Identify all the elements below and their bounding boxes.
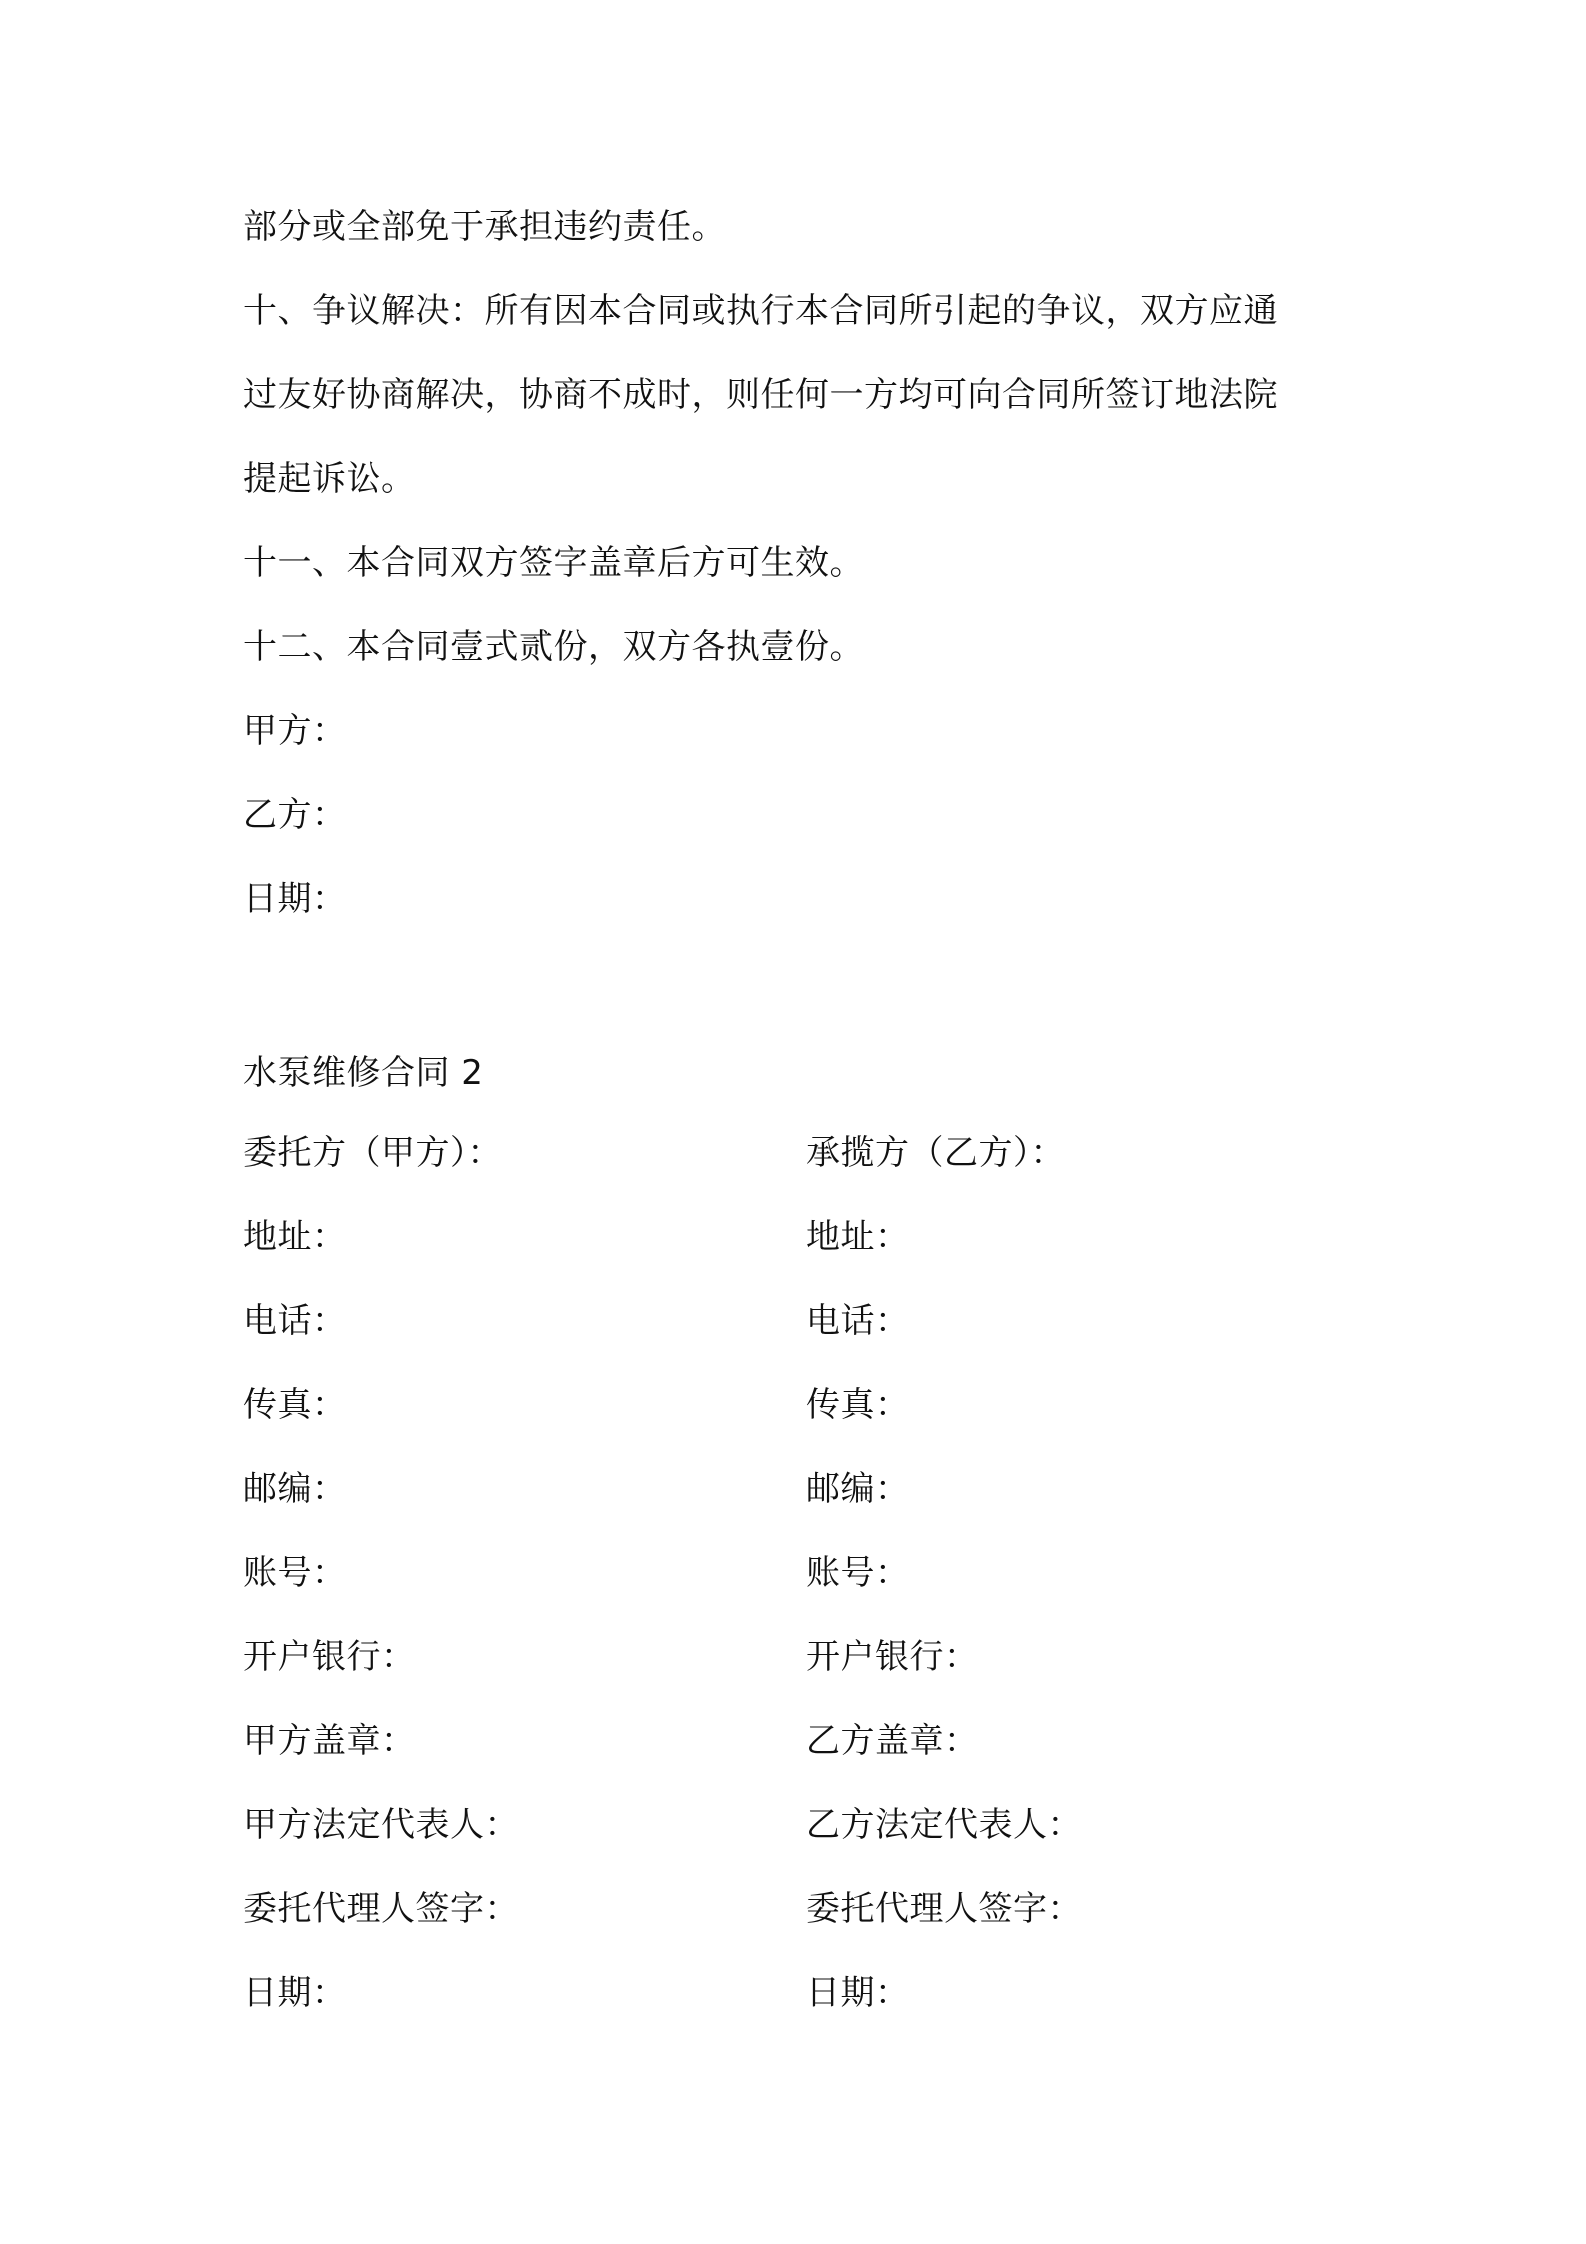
- right-field-postcode: 邮编：: [806, 1469, 910, 1509]
- right-field-bank: 开户银行：: [806, 1637, 979, 1677]
- left-field-postcode: 邮编：: [243, 1469, 347, 1509]
- right-field-seal: 乙方盖章：: [806, 1721, 979, 1761]
- clause-12: 十二、本合同壹式贰份，双方各执壹份。: [243, 627, 864, 667]
- left-field-seal: 甲方盖章：: [243, 1721, 416, 1761]
- clause-10-line-3: 提起诉讼。: [243, 459, 416, 499]
- left-field-fax: 传真：: [243, 1385, 347, 1425]
- right-field-agent-signature: 委托代理人签字：: [806, 1889, 1082, 1929]
- contract-2-title: 水泵维修合同 2: [243, 1053, 484, 1093]
- right-field-fax: 传真：: [806, 1385, 910, 1425]
- right-field-phone: 电话：: [806, 1301, 910, 1341]
- left-field-legal-rep: 甲方法定代表人：: [243, 1805, 519, 1845]
- clause-continuation: 部分或全部免于承担违约责任。: [243, 207, 726, 247]
- left-field-account: 账号：: [243, 1553, 347, 1593]
- clause-11: 十一、本合同双方签字盖章后方可生效。: [243, 543, 864, 583]
- left-field-date: 日期：: [243, 1973, 347, 2013]
- right-field-legal-rep: 乙方法定代表人：: [806, 1805, 1082, 1845]
- party-a-label: 甲方：: [243, 711, 347, 751]
- left-field-agent-signature: 委托代理人签字：: [243, 1889, 519, 1929]
- left-field-client: 委托方（甲方）：: [243, 1133, 502, 1173]
- right-field-account: 账号：: [806, 1553, 910, 1593]
- clause-10-line-2: 过友好协商解决，协商不成时，则任何一方均可向合同所签订地法院: [243, 375, 1278, 415]
- date-label: 日期：: [243, 879, 347, 919]
- party-b-label: 乙方：: [243, 795, 347, 835]
- left-field-address: 地址：: [243, 1217, 347, 1257]
- right-field-contractor: 承揽方（乙方）：: [806, 1133, 1065, 1173]
- right-field-address: 地址：: [806, 1217, 910, 1257]
- left-field-phone: 电话：: [243, 1301, 347, 1341]
- left-field-bank: 开户银行：: [243, 1637, 416, 1677]
- clause-10-line-1: 十、争议解决：所有因本合同或执行本合同所引起的争议，双方应通: [243, 291, 1278, 331]
- right-field-date: 日期：: [806, 1973, 910, 2013]
